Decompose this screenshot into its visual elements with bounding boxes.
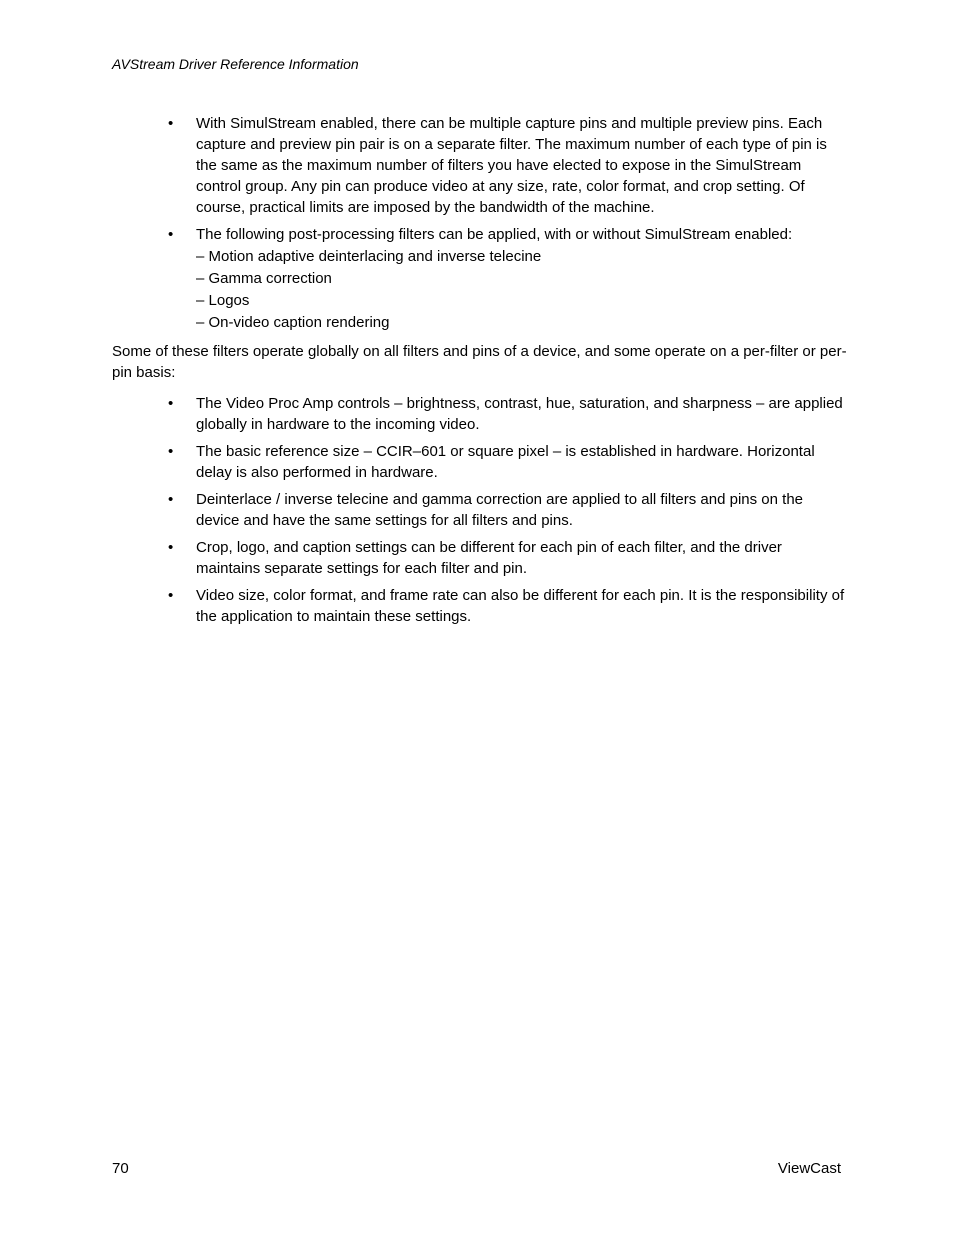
bullet-text: The following post-processing filters can be applied, with or without SimulStream enabled: — [196, 226, 793, 243]
sub-list-item: – On-video caption rendering — [196, 314, 390, 331]
footer-company: ViewCast — [777, 1160, 841, 1177]
page-number: 70 — [112, 1160, 129, 1177]
sub-list-item: – Gamma correction — [196, 270, 332, 287]
list-item — [0, 489, 848, 531]
bullet-list-scope — [0, 393, 954, 633]
bullet-icon: • — [168, 539, 174, 556]
bullet-icon: • — [168, 491, 174, 508]
bullet-text: The basic reference size – CCIR–601 or square pixel – is established in hardware. Horizontal delay is also performed in hardware. — [196, 443, 815, 481]
bullet-text: The Video Proc Amp controls – brightness, contrast, hue, saturation, and sharpness – are applied globally in hardware to the incoming video. — [196, 395, 843, 433]
bullet-icon: • — [168, 587, 174, 604]
list-item — [0, 113, 848, 218]
sub-list — [196, 246, 848, 334]
bullet-text: Crop, logo, and caption settings can be different for each pin of each filter, and the driver maintains separate settings for each filter and pin. — [196, 539, 782, 577]
body-paragraph: Some of these filters operate globally on all filters and pins of a device, and some operate on a per-filter or per-pin basis: — [112, 343, 847, 381]
bullet-text: With SimulStream enabled, there can be multiple capture pins and multiple preview pins. Each capture and preview pin pair is on a separate filter. The maximum number of each type of pin is the same as the maximum number of filters you have elected to expose in the SimulStream control group. Any pin can produce video at any size, rate, color format, and crop setting. Of course, practical limits are imposed by the bandwidth of the machine. — [196, 115, 827, 216]
list-item — [0, 224, 848, 334]
bullet-text: Deinterlace / inverse telecine and gamma correction are applied to all filters and pins on the device and have the same settings for all filters and pins. — [196, 491, 804, 529]
bullet-text: Video size, color format, and frame rate can also be different for each pin. It is the responsibility of the application to maintain these settings. — [196, 587, 845, 625]
list-item — [0, 585, 848, 627]
list-item — [0, 441, 848, 483]
bullet-icon: • — [168, 395, 174, 412]
sub-list-item: – Logos — [196, 292, 250, 309]
sub-list-item: – Motion adaptive deinterlacing and inverse telecine — [196, 248, 542, 265]
list-item — [0, 537, 848, 579]
bullet-list-features — [0, 113, 954, 340]
list-item — [0, 393, 848, 435]
bullet-icon: • — [168, 226, 174, 243]
running-header: AVStream Driver Reference Information — [112, 56, 359, 72]
bullet-icon: • — [168, 115, 174, 132]
bullet-icon: • — [168, 443, 174, 460]
